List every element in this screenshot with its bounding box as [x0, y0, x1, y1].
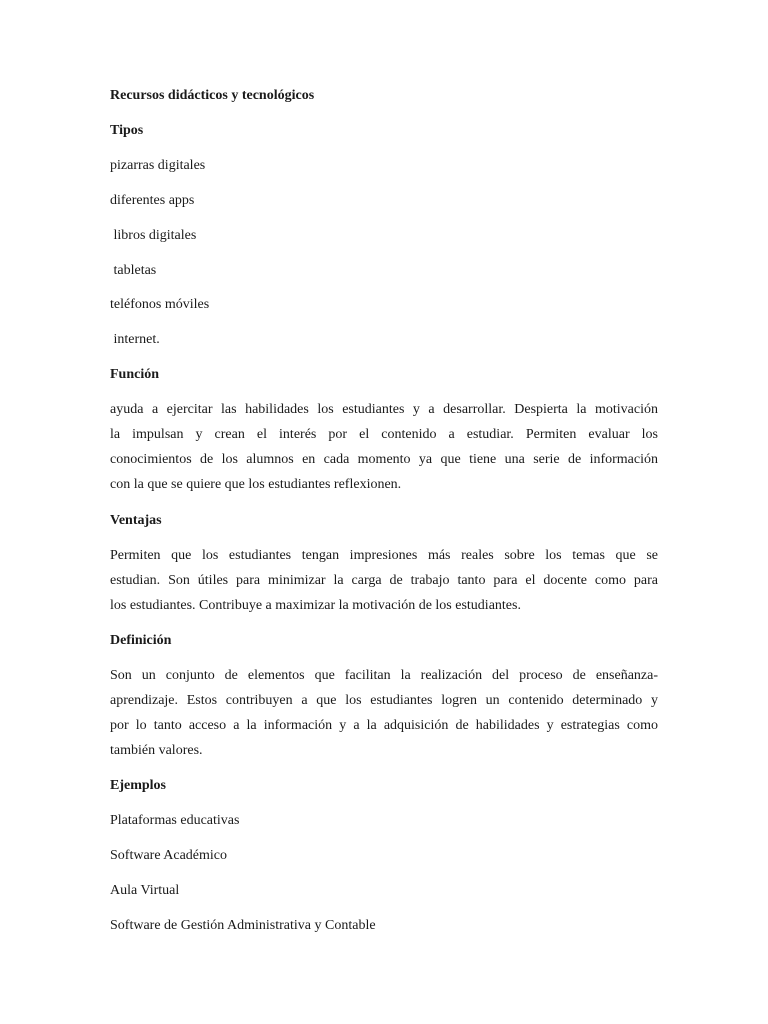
tipos-item: tabletas — [110, 263, 157, 278]
tipos-item: internet. — [110, 332, 160, 347]
tipos-heading: Tipos — [110, 123, 144, 138]
definicion-heading: Definición — [110, 633, 172, 648]
ejemplos-item: Plataformas educativas — [110, 813, 240, 828]
paragraph-line: Permiten que los estudiantes tengan impresiones más reales sobre los temas que se — [110, 548, 658, 563]
paragraph-line: aprendizaje. Estos contribuyen a que los estudiantes logren un contenido determinado y — [110, 693, 658, 708]
funcion-paragraph — [110, 401, 658, 501]
paragraph-line: estudian. Son útiles para minimizar la carga de trabajo tanto para el docente como para — [110, 573, 658, 588]
definicion-paragraph — [110, 667, 658, 767]
paragraph-line: Son un conjunto de elementos que facilitan la realización del proceso de enseñanza- — [110, 668, 658, 683]
tipos-item: teléfonos móviles — [110, 297, 210, 312]
funcion-heading: Función — [110, 367, 160, 382]
paragraph-line: la impulsan y crean el interés por el contenido a estudiar. Permiten evaluar los — [110, 427, 658, 442]
ventajas-heading: Ventajas — [110, 513, 162, 528]
tipos-item: pizarras digitales — [110, 158, 206, 173]
paragraph-line: conocimientos de los alumnos en cada momento ya que tiene una serie de información — [110, 452, 658, 467]
ejemplos-item: Aula Virtual — [110, 883, 180, 898]
paragraph-line: ayuda a ejercitar las habilidades los estudiantes y a desarrollar. Despierta la motivación — [110, 402, 658, 417]
ejemplos-item: Software Académico — [110, 848, 228, 863]
ejemplos-item: Software de Gestión Administrativa y Contable — [110, 918, 376, 933]
tipos-item: diferentes apps — [110, 193, 195, 208]
ejemplos-heading: Ejemplos — [110, 778, 166, 793]
paragraph-line: con la que se quiere que los estudiantes reflexionen. — [110, 477, 402, 492]
paragraph-line: por lo tanto acceso a la información y a la adquisición de habilidades y estrategias como — [110, 718, 658, 733]
paragraph-line: los estudiantes. Contribuye a maximizar la motivación de los estudiantes. — [110, 598, 521, 613]
paragraph-line: también valores. — [110, 743, 203, 758]
tipos-item: libros digitales — [110, 228, 197, 243]
document-title: Recursos didácticos y tecnológicos — [110, 88, 315, 103]
ventajas-paragraph — [110, 547, 658, 622]
